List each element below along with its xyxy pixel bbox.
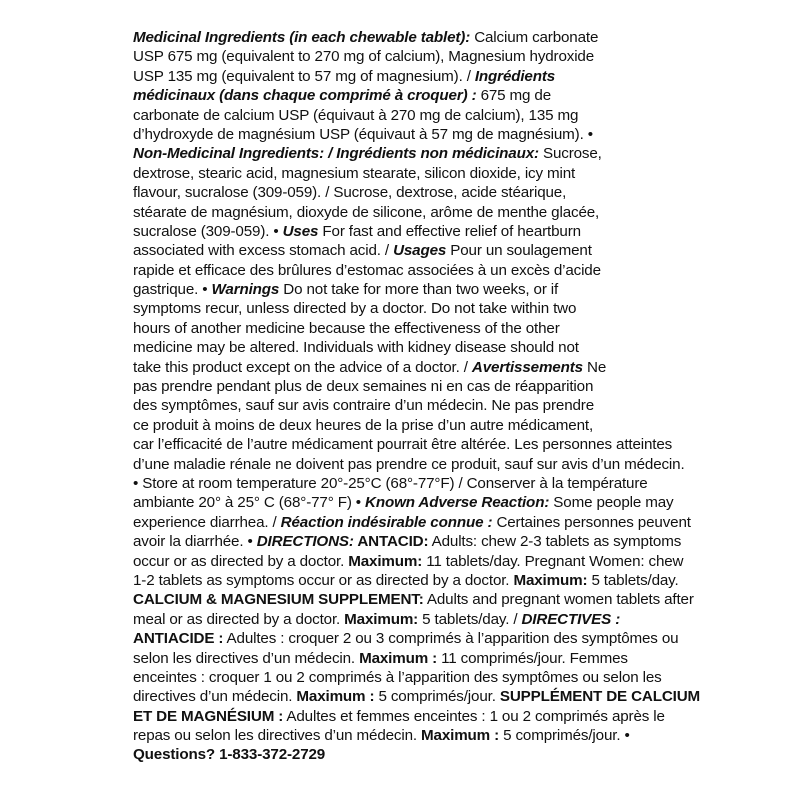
body-text: 11 comprimés/jour. Femmes bbox=[437, 649, 628, 667]
heading-text: Avertissements bbox=[471, 358, 583, 376]
body-text: Do not take for more than two weeks, or if bbox=[279, 281, 559, 299]
body-text: meal or as directed by a doctor. bbox=[133, 610, 345, 628]
heading-text: Warnings bbox=[211, 281, 280, 299]
text-line bbox=[133, 86, 673, 105]
body-text: 1-2 tablets as symptoms occur or as directed by a doctor. bbox=[133, 571, 514, 589]
label-text-panel bbox=[133, 28, 701, 765]
heading-text: Medicinal Ingredients (in each chewable tablet): bbox=[133, 29, 471, 46]
text-line bbox=[133, 28, 673, 47]
body-text: ce produit à moins de deux heures de la prise d’un autre médicament, bbox=[133, 416, 594, 434]
heading-text: ANTIACIDE : bbox=[133, 630, 224, 648]
body-text: Adultes et femmes enceintes : 1 ou 2 comprimés après le bbox=[283, 707, 665, 725]
text-line bbox=[133, 687, 701, 706]
body-text: Adults and pregnant women tablets after bbox=[423, 591, 694, 609]
heading-text: CALCIUM & MAGNESIUM SUPPLEMENT: bbox=[133, 591, 424, 609]
text-line bbox=[133, 67, 673, 86]
text-line bbox=[133, 261, 673, 280]
body-text: d’hydroxyde de magnésium USP (équivaut à 57 mg de magnésium). • bbox=[133, 125, 593, 143]
body-text: Calcium carbonate bbox=[470, 29, 599, 46]
text-line bbox=[133, 338, 673, 357]
body-text: hours of another medicine because the effectiveness of the other bbox=[133, 319, 560, 337]
heading-text: Maximum: bbox=[348, 552, 423, 570]
body-text: stéarate de magnésium, dioxyde de silicone, arôme de menthe glacée, bbox=[133, 203, 600, 221]
body-text: repas ou selon les directives d’un médecin. bbox=[133, 727, 422, 745]
body-text: ambiante 20° à 25° C (68°-77° F) • bbox=[133, 494, 366, 512]
heading-text: Non-Medicinal Ingredients: / Ingrédients non médicinaux: bbox=[133, 145, 539, 163]
text-line bbox=[133, 455, 685, 474]
heading-text: Maximum: bbox=[344, 610, 419, 628]
body-text: symptoms recur, unless directed by a doctor. Do not take within two bbox=[133, 300, 577, 318]
text-line bbox=[133, 726, 673, 745]
text-line bbox=[133, 649, 673, 668]
heading-text: Questions? 1-833-372-2729 bbox=[133, 746, 326, 764]
body-text: enceintes : croquer 1 ou 2 comprimés à l’apparition des symptômes ou selon les bbox=[133, 668, 662, 686]
text-line bbox=[133, 125, 673, 144]
text-line bbox=[133, 319, 673, 338]
body-text: occur or as directed by a doctor. bbox=[133, 552, 349, 570]
heading-text: SUPPLÉMENT DE CALCIUM bbox=[499, 688, 701, 706]
text-line bbox=[133, 493, 673, 512]
body-text: Adultes : croquer 2 ou 3 comprimés à l’apparition des symptômes ou bbox=[223, 630, 679, 648]
heading-text: DIRECTIVES : bbox=[521, 610, 621, 628]
body-text: des symptômes, sauf sur avis contraire d’un médecin. Ne pas prendre bbox=[133, 397, 594, 415]
body-text: d’une maladie rénale ne doivent pas prendre ce produit, sauf sur avis d’un médecin. bbox=[133, 455, 685, 473]
body-text: medicine may be altered. Individuals with kidney disease should not bbox=[133, 339, 579, 357]
text-line bbox=[133, 552, 684, 571]
text-line bbox=[133, 358, 673, 377]
body-text: USP 675 mg (equivalent to 270 mg of calcium), Magnesium hydroxide bbox=[133, 48, 595, 66]
text-line bbox=[133, 280, 673, 299]
body-text: take this product except on the advice of a doctor. / bbox=[133, 358, 472, 376]
body-text: gastrique. • bbox=[133, 281, 212, 299]
heading-text: Maximum: bbox=[513, 571, 588, 589]
body-text: Certaines personnes peuvent bbox=[492, 513, 691, 531]
text-line bbox=[133, 106, 673, 125]
body-text: car l’efficacité de l’autre médicament pourrait être altérée. Les personnes atteintes bbox=[133, 436, 673, 454]
text-line bbox=[133, 222, 673, 241]
text-line bbox=[133, 513, 691, 532]
heading-text: Ingrédients bbox=[474, 67, 556, 85]
body-text: flavour, sucralose (309-059). / Sucrose, dextrose, acide stéarique, bbox=[133, 184, 567, 202]
body-text: Sucrose, bbox=[538, 145, 602, 163]
text-line bbox=[133, 47, 673, 66]
text-line bbox=[133, 590, 694, 609]
text-line bbox=[133, 241, 673, 260]
heading-text: ANTACID: bbox=[353, 533, 429, 551]
text-line bbox=[133, 707, 673, 726]
body-text: directives d’un médecin. bbox=[133, 688, 297, 706]
text-line bbox=[133, 203, 673, 222]
text-line bbox=[133, 396, 673, 415]
text-line bbox=[133, 416, 673, 435]
body-text: selon les directives d’un médecin. bbox=[133, 649, 360, 667]
body-text: 5 tablets/day. bbox=[587, 571, 679, 589]
body-text: 5 comprimés/jour. bbox=[374, 688, 500, 706]
text-line bbox=[133, 435, 673, 454]
body-text: sucralose (309-059). • bbox=[133, 222, 283, 240]
heading-text: Maximum : bbox=[421, 727, 500, 745]
text-line bbox=[133, 377, 673, 396]
heading-text: Maximum : bbox=[296, 688, 375, 706]
heading-text: ET DE MAGNÉSIUM : bbox=[133, 707, 284, 725]
text-line bbox=[133, 532, 682, 551]
body-text: 675 mg de bbox=[476, 87, 551, 105]
text-line bbox=[133, 745, 673, 764]
body-text: Adults: chew 2-3 tablets as symptoms bbox=[428, 533, 682, 551]
text-line bbox=[133, 629, 679, 648]
text-line bbox=[133, 164, 673, 183]
heading-text: Uses bbox=[282, 222, 319, 240]
body-text: 11 tablets/day. Pregnant Women: chew bbox=[422, 552, 684, 570]
text-line bbox=[133, 299, 673, 318]
text-line bbox=[133, 474, 673, 493]
body-text: For fast and effective relief of heartburn bbox=[318, 222, 581, 240]
body-text: pas prendre pendant plus de deux semaines ni en cas de réapparition bbox=[133, 378, 594, 396]
heading-text: Réaction indésirable connue : bbox=[280, 513, 493, 531]
body-text: dextrose, stearic acid, magnesium stearate, silicon dioxide, icy mint bbox=[133, 164, 576, 182]
heading-text: Known Adverse Reaction: bbox=[365, 494, 550, 512]
text-line bbox=[133, 610, 673, 629]
heading-text: DIRECTIONS: bbox=[256, 533, 354, 551]
body-text: avoir la diarrhée. • bbox=[133, 533, 257, 551]
body-text: Ne bbox=[582, 358, 607, 376]
body-text: Pour un soulagement bbox=[446, 242, 592, 260]
text-line bbox=[133, 571, 679, 590]
heading-text: Usages bbox=[393, 242, 447, 260]
heading-text: Maximum : bbox=[359, 649, 438, 667]
text-line bbox=[133, 668, 673, 687]
body-text: experience diarrhea. / bbox=[133, 513, 281, 531]
heading-text: médicinaux (dans chaque comprimé à croquer) : bbox=[133, 87, 477, 105]
body-text: Some people may bbox=[549, 494, 674, 512]
body-text: carbonate de calcium USP (équivaut à 270 mg de calcium), 135 mg bbox=[133, 106, 579, 124]
body-text: associated with excess stomach acid. / bbox=[133, 242, 394, 260]
text-line bbox=[133, 144, 673, 163]
body-text: USP 135 mg (equivalent to 57 mg of magnesium). / bbox=[133, 67, 475, 85]
body-text: • Store at room temperature 20°-25°C (68°-77°F) / Conserver à la température bbox=[133, 474, 648, 492]
text-line bbox=[133, 183, 673, 202]
body-text: rapide et efficace des brûlures d’estomac associées à un excès d’acide bbox=[133, 261, 601, 279]
body-text: 5 comprimés/jour. • bbox=[499, 727, 630, 745]
body-text: 5 tablets/day. / bbox=[418, 610, 522, 628]
